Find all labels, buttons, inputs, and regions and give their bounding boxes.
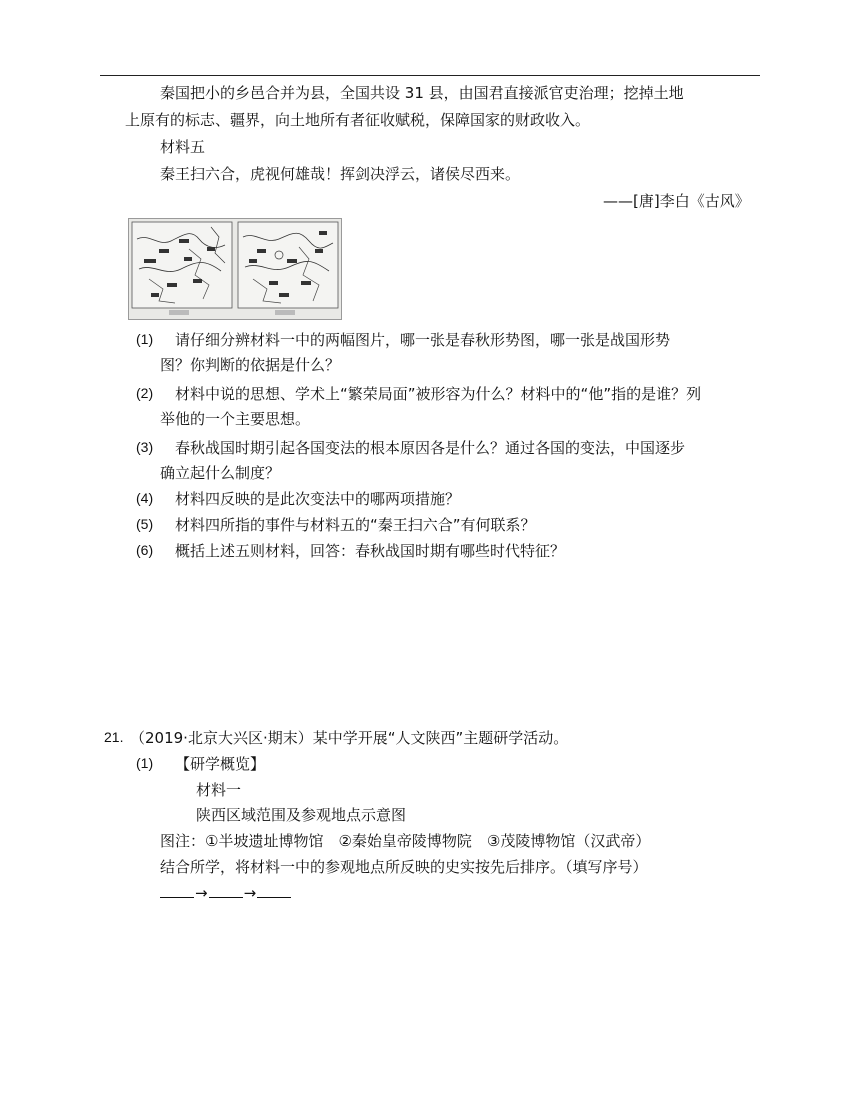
arrow-1: → [195, 884, 208, 902]
q21-legend: 图注：①半坡遗址博物馆 ②秦始皇帝陵博物院 ③茂陵博物馆（汉武帝） [160, 832, 651, 850]
material5-attribution: ——[唐]李白《古风》 [603, 192, 750, 210]
material4-line2: 上原有的标志、疆界，向土地所有者征收赋税，保障国家的财政收入。 [125, 111, 591, 129]
material5-poem: 秦王扫六合，虎视何雄哉！挥剑决浮云，诸侯尽西来。 [160, 165, 521, 183]
question-4-text: 材料四反映的是此次变法中的哪两项措施？ [175, 490, 461, 508]
q21-instruction: 结合所学，将材料一中的参观地点所反映的史实按先后排序。（填写序号） [160, 858, 648, 876]
question-6-text: 概括上述五则材料，回答：春秋战国时期有哪些时代特征？ [175, 542, 566, 560]
q21-material1: 材料一 [196, 781, 242, 799]
answer-blank-3[interactable] [257, 883, 291, 898]
question-6-number: (6) [136, 542, 154, 558]
maps-illustration [129, 219, 341, 319]
q21-number: 21. [104, 729, 124, 745]
header-rule [100, 75, 760, 76]
question-5-number: (5) [136, 516, 154, 532]
material5-heading: 材料五 [160, 138, 206, 156]
arrow-2: → [243, 884, 257, 902]
answer-blank-2[interactable] [209, 883, 243, 898]
question-5-text: 材料四所指的事件与材料五的“秦王扫六合”有何联系？ [175, 516, 536, 534]
question-1-line1: 请仔细分辨材料一中的两幅图片，哪一张是春秋形势图，哪一张是战国形势 [175, 331, 671, 349]
answer-blank-1[interactable] [160, 883, 194, 898]
question-3-line1: 春秋战国时期引起各国变法的根本原因各是什么？通过各国的变法，中国逐步 [175, 439, 686, 457]
question-4-number: (4) [136, 490, 154, 506]
q21-answer-sequence [160, 882, 291, 904]
q21-title: （2019·北京大兴区·期末）某中学开展“人文陕西”主题研学活动。 [130, 729, 569, 747]
q21-sub1-heading: 【研学概览】 [175, 755, 266, 773]
q21-map-caption: 陕西区域范围及参观地点示意图 [196, 806, 407, 824]
question-3-line2: 确立起什么制度？ [160, 464, 281, 482]
question-3-number: (3) [136, 439, 154, 455]
question-1-line2: 图？你判断的依据是什么？ [160, 356, 341, 374]
q21-sub1-number: (1) [136, 755, 154, 771]
question-2-line1: 材料中说的思想、学术上“繁荣局面”被形容为什么？材料中的“他”指的是谁？列 [175, 385, 702, 403]
question-2-line2: 举他的一个主要思想。 [160, 410, 311, 428]
question-1-number: (1) [136, 331, 154, 347]
material4-line1: 秦国把小的乡邑合并为县，全国共设 31 县，由国君直接派官吏治理；挖掉土地 [160, 84, 684, 102]
historical-maps-image [128, 218, 342, 320]
question-2-number: (2) [136, 385, 154, 401]
